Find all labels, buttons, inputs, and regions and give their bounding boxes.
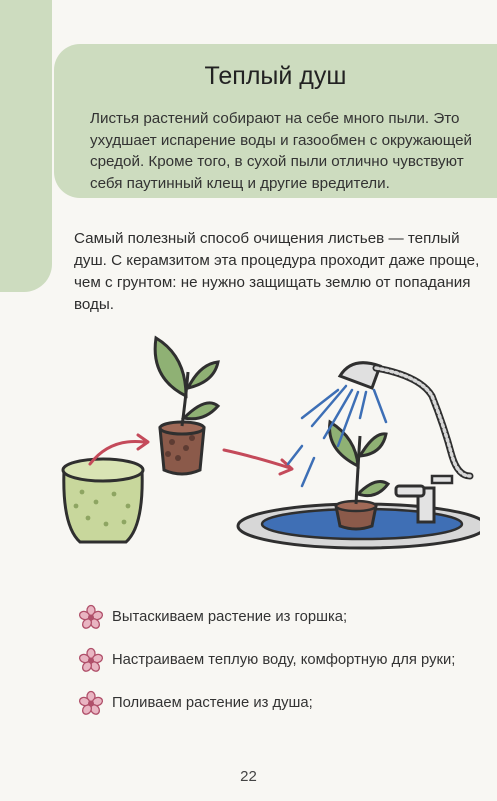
- pot-icon: [63, 459, 143, 542]
- list-item: [78, 682, 493, 724]
- plant-icon: [155, 338, 218, 474]
- intro-paragraph: Самый полезный способ очищения листьев — теплый душ. С керамзитом эта процедура проходит даже проще, чем с грунтом: не нужно защищать землю от попадания воды.: [74, 230, 480, 313]
- info-box: [54, 44, 497, 198]
- decor-tab: [0, 0, 52, 292]
- section-title: Теплый душ: [204, 62, 347, 90]
- shower-illustration: [40, 326, 480, 566]
- flower-bullet-icon: [78, 604, 104, 630]
- list-item: [78, 639, 493, 681]
- steps-list: [78, 596, 493, 724]
- step-text: Поливаем растение из душа;: [112, 695, 313, 711]
- step-text: Настраиваем теплую воду, комфортную для руки;: [112, 652, 456, 668]
- page-number: 22: [240, 768, 257, 785]
- list-item: [78, 596, 493, 638]
- flower-bullet-icon: [78, 690, 104, 716]
- section-text: Листья растений собирают на себе много пыли. Это ухудшает испарение воды и газообмен с окружающей средой. Кроме того, в сухой пыли отлично чувствуют себя паутинный клещ и другие вредители.: [90, 110, 472, 192]
- step-text: Вытаскиваем растение из горшка;: [112, 609, 348, 625]
- flower-bullet-icon: [78, 647, 104, 673]
